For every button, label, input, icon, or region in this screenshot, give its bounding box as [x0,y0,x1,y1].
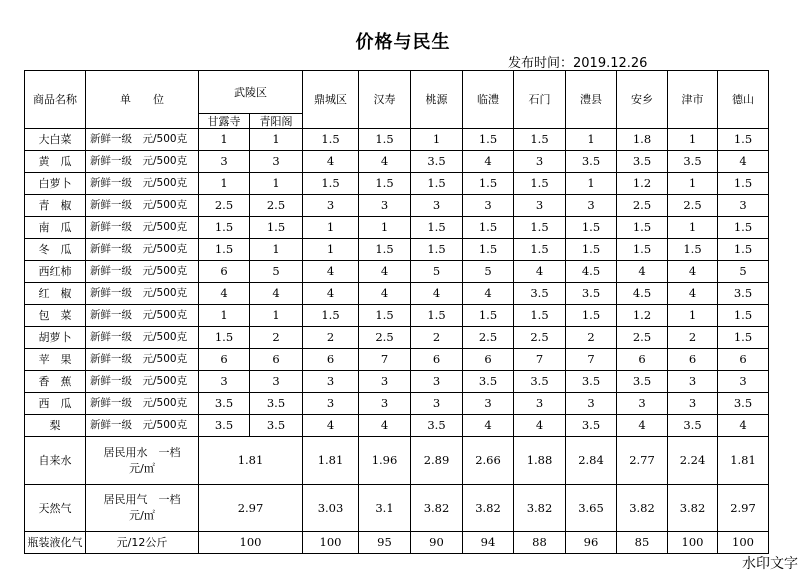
price-cell: 3 [359,393,411,415]
price-cell: 1.5 [718,239,769,261]
lpg-name: 瓶装液化气 [25,532,86,554]
lpg-wuling-value: 100 [199,532,303,554]
product-unit: 新鲜一级 元/500克 [86,129,199,151]
price-cell: 3 [359,371,411,393]
price-cell: 2 [566,327,617,349]
price-cell: 2 [250,327,303,349]
price-cell: 7 [566,349,617,371]
price-cell: 4 [718,415,769,437]
utility-wuling-value: 2.97 [199,485,303,532]
utility-value: 1.81 [303,437,359,485]
price-cell: 1.5 [566,217,617,239]
price-cell: 3 [303,393,359,415]
price-cell: 1 [303,239,359,261]
price-cell: 3 [718,371,769,393]
price-cell: 1.5 [359,173,411,195]
utility-value: 3.1 [359,485,411,532]
price-cell: 1.5 [514,239,566,261]
price-cell: 1 [250,173,303,195]
lpg-value: 100 [718,532,769,554]
price-cell: 1.5 [514,129,566,151]
price-cell: 1.2 [617,305,668,327]
price-cell: 5 [463,261,514,283]
price-cell: 4 [514,261,566,283]
price-cell: 4 [303,151,359,173]
price-cell: 1 [566,129,617,151]
price-cell: 4 [303,261,359,283]
product-name: 胡萝卜 [25,327,86,349]
price-cell: 1.5 [463,217,514,239]
price-cell: 3 [250,371,303,393]
price-cell: 3 [566,393,617,415]
price-cell: 3.5 [514,283,566,305]
price-cell: 3 [199,371,250,393]
price-cell: 7 [359,349,411,371]
price-cell: 5 [411,261,463,283]
price-cell: 1.5 [303,173,359,195]
price-cell: 1 [411,129,463,151]
price-cell: 4 [359,283,411,305]
lpg-value: 95 [359,532,411,554]
utility-value: 2.84 [566,437,617,485]
price-cell: 1 [566,173,617,195]
product-name: 西 瓜 [25,393,86,415]
price-cell: 4 [359,261,411,283]
price-cell: 4 [668,283,718,305]
watermark-text: 水印文字 [742,556,798,572]
product-name: 香 蕉 [25,371,86,393]
price-cell: 1.5 [514,173,566,195]
price-cell: 1.5 [359,239,411,261]
price-cell: 4 [463,415,514,437]
price-cell: 3.5 [566,151,617,173]
price-cell: 3.5 [617,151,668,173]
price-cell: 3 [668,371,718,393]
header-region: 安乡 [617,71,668,129]
price-cell: 4 [303,283,359,305]
product-unit: 新鲜一级 元/500克 [86,327,199,349]
price-cell: 3.5 [250,393,303,415]
utility-value: 1.81 [718,437,769,485]
price-cell: 1.5 [463,173,514,195]
product-name: 包 菜 [25,305,86,327]
price-cell: 4.5 [617,283,668,305]
price-cell: 3 [199,151,250,173]
header-name: 商品名称 [25,71,86,129]
price-cell: 4 [668,261,718,283]
price-cell: 1 [199,173,250,195]
price-cell: 2.5 [668,195,718,217]
price-cell: 3 [303,195,359,217]
price-cell: 1.5 [566,305,617,327]
price-cell: 3 [463,393,514,415]
price-cell: 3.5 [566,283,617,305]
price-cell: 3 [617,393,668,415]
publish-date: 发布时间：2019.12.26 [508,56,648,71]
price-cell: 3.5 [250,415,303,437]
price-cell: 1.2 [617,173,668,195]
price-cell: 6 [303,349,359,371]
product-name: 梨 [25,415,86,437]
utility-value: 2.66 [463,437,514,485]
price-cell: 1.5 [617,239,668,261]
product-unit: 新鲜一级 元/500克 [86,371,199,393]
header-region: 德山 [718,71,769,129]
price-cell: 6 [718,349,769,371]
utility-wuling-value: 1.81 [199,437,303,485]
header-region: 桃源 [411,71,463,129]
price-cell: 3.5 [617,371,668,393]
product-name: 南 瓜 [25,217,86,239]
lpg-value: 85 [617,532,668,554]
product-unit: 新鲜一级 元/500克 [86,195,199,217]
price-cell: 3 [668,393,718,415]
price-cell: 1.5 [303,129,359,151]
price-cell: 1.5 [411,173,463,195]
lpg-value: 94 [463,532,514,554]
price-cell: 4 [250,283,303,305]
header-region: 鼎城区 [303,71,359,129]
price-cell: 3 [411,371,463,393]
price-cell: 1.5 [411,239,463,261]
product-unit: 新鲜一级 元/500克 [86,261,199,283]
price-cell: 1 [668,129,718,151]
utility-name: 天然气 [25,485,86,532]
price-cell: 6 [199,261,250,283]
table-row [25,261,769,283]
table-row [25,151,769,173]
price-cell: 3 [514,393,566,415]
lpg-value: 100 [303,532,359,554]
product-name: 白萝卜 [25,173,86,195]
price-cell: 3.5 [718,283,769,305]
header-wuling-sub: 青阳阁 [250,114,303,129]
utility-value: 3.82 [617,485,668,532]
header-wuling: 武陵区 [199,71,303,114]
price-cell: 1.5 [514,217,566,239]
price-cell: 7 [514,349,566,371]
utility-value: 2.89 [411,437,463,485]
price-cell: 2 [303,327,359,349]
price-cell: 4 [303,415,359,437]
price-cell: 3.5 [718,393,769,415]
product-name: 西红柿 [25,261,86,283]
utility-unit: 居民用水 一档 元/㎡ [86,437,199,485]
table-row [25,173,769,195]
price-cell: 3.5 [668,151,718,173]
price-cell: 1.5 [566,239,617,261]
price-cell: 1.5 [199,217,250,239]
price-cell: 4 [359,151,411,173]
price-cell: 1.5 [668,239,718,261]
price-cell: 3 [411,195,463,217]
price-cell: 2.5 [463,327,514,349]
product-unit: 新鲜一级 元/500克 [86,239,199,261]
price-cell: 6 [463,349,514,371]
lpg-value: 96 [566,532,617,554]
product-name: 大白菜 [25,129,86,151]
price-cell: 1.5 [303,305,359,327]
utility-value: 3.82 [411,485,463,532]
price-cell: 4 [463,283,514,305]
price-cell: 2.5 [250,195,303,217]
price-cell: 1 [359,217,411,239]
utility-value: 3.65 [566,485,617,532]
price-cell: 1.8 [617,129,668,151]
product-unit: 新鲜一级 元/500克 [86,283,199,305]
utility-unit: 居民用气 一档 元/㎡ [86,485,199,532]
table-row [25,239,769,261]
utility-value: 3.03 [303,485,359,532]
header-unit: 单 位 [86,71,199,129]
utility-value: 3.82 [463,485,514,532]
table-row [25,129,769,151]
lpg-value: 88 [514,532,566,554]
product-name: 苹 果 [25,349,86,371]
price-cell: 2 [411,327,463,349]
table-row [25,327,769,349]
price-cell: 1.5 [411,217,463,239]
price-cell: 4 [463,151,514,173]
price-cell: 6 [411,349,463,371]
product-unit: 新鲜一级 元/500克 [86,349,199,371]
price-cell: 1.5 [359,129,411,151]
price-cell: 1 [199,129,250,151]
utility-name: 自来水 [25,437,86,485]
price-cell: 4 [411,283,463,305]
price-cell: 2.5 [617,327,668,349]
price-cell: 3.5 [463,371,514,393]
table-row [25,195,769,217]
price-cell: 3.5 [566,415,617,437]
lpg-value: 90 [411,532,463,554]
price-cell: 1.5 [718,217,769,239]
price-cell: 3.5 [199,393,250,415]
product-unit: 新鲜一级 元/500克 [86,217,199,239]
price-cell: 4 [514,415,566,437]
price-cell: 3 [303,371,359,393]
price-cell: 3.5 [668,415,718,437]
price-cell: 6 [668,349,718,371]
price-cell: 1.5 [718,327,769,349]
price-cell: 2.5 [617,195,668,217]
price-cell: 3.5 [514,371,566,393]
price-cell: 3 [463,195,514,217]
price-cell: 3 [250,151,303,173]
table-row [25,393,769,415]
price-cell: 4 [718,151,769,173]
price-cell: 3 [359,195,411,217]
price-cell: 1.5 [463,239,514,261]
product-unit: 新鲜一级 元/500克 [86,173,199,195]
price-cell: 5 [718,261,769,283]
utility-value: 1.96 [359,437,411,485]
price-cell: 1 [250,239,303,261]
price-cell: 4 [199,283,250,305]
product-unit: 新鲜一级 元/500克 [86,393,199,415]
header-region: 汉寿 [359,71,411,129]
price-cell: 1.5 [463,305,514,327]
product-unit: 新鲜一级 元/500克 [86,151,199,173]
price-cell: 2 [668,327,718,349]
lpg-unit: 元/12公斤 [86,532,199,554]
price-cell: 1.5 [359,305,411,327]
price-cell: 1.5 [718,173,769,195]
price-cell: 1.5 [411,305,463,327]
header-region: 临澧 [463,71,514,129]
product-name: 青 椒 [25,195,86,217]
table-row [25,371,769,393]
utility-value: 1.88 [514,437,566,485]
price-cell: 1 [303,217,359,239]
table-row [25,349,769,371]
utility-value: 2.24 [668,437,718,485]
product-unit: 新鲜一级 元/500克 [86,305,199,327]
price-cell: 4 [359,415,411,437]
product-name: 冬 瓜 [25,239,86,261]
price-cell: 1.5 [463,129,514,151]
price-cell: 3 [514,151,566,173]
header-region: 津市 [668,71,718,129]
product-name: 黄 瓜 [25,151,86,173]
price-cell: 1.5 [199,239,250,261]
utility-value: 2.97 [718,485,769,532]
price-cell: 1 [199,305,250,327]
price-cell: 1 [250,129,303,151]
utility-value: 3.82 [514,485,566,532]
price-cell: 5 [250,261,303,283]
utility-value: 2.77 [617,437,668,485]
price-cell: 2.5 [199,195,250,217]
price-cell: 1.5 [718,129,769,151]
header-wuling-sub: 甘露寺 [199,114,250,129]
price-cell: 3 [718,195,769,217]
price-cell: 1 [250,305,303,327]
price-cell: 4 [617,261,668,283]
price-cell: 6 [199,349,250,371]
lpg-value: 100 [668,532,718,554]
table-row [25,283,769,305]
price-cell: 6 [617,349,668,371]
header-region: 石门 [514,71,566,129]
header-region: 澧县 [566,71,617,129]
price-cell: 4.5 [566,261,617,283]
price-cell: 3.5 [199,415,250,437]
price-cell: 1.5 [199,327,250,349]
price-cell: 3 [566,195,617,217]
price-cell: 1 [668,305,718,327]
price-table [24,70,769,554]
price-cell: 6 [250,349,303,371]
price-cell: 3 [411,393,463,415]
price-cell: 3.5 [411,151,463,173]
price-cell: 1 [668,217,718,239]
price-cell: 1 [668,173,718,195]
price-cell: 3 [514,195,566,217]
price-cell: 1.5 [718,305,769,327]
price-cell: 1.5 [250,217,303,239]
price-cell: 1.5 [514,305,566,327]
price-cell: 2.5 [359,327,411,349]
table-row [25,305,769,327]
page-title: 价格与民生 [355,32,451,53]
table-row [25,217,769,239]
table-row [25,415,769,437]
price-cell: 2.5 [514,327,566,349]
product-unit: 新鲜一级 元/500克 [86,415,199,437]
price-cell: 4 [617,415,668,437]
price-cell: 1.5 [617,217,668,239]
price-cell: 3.5 [411,415,463,437]
price-cell: 3.5 [566,371,617,393]
product-name: 红 椒 [25,283,86,305]
utility-value: 3.82 [668,485,718,532]
